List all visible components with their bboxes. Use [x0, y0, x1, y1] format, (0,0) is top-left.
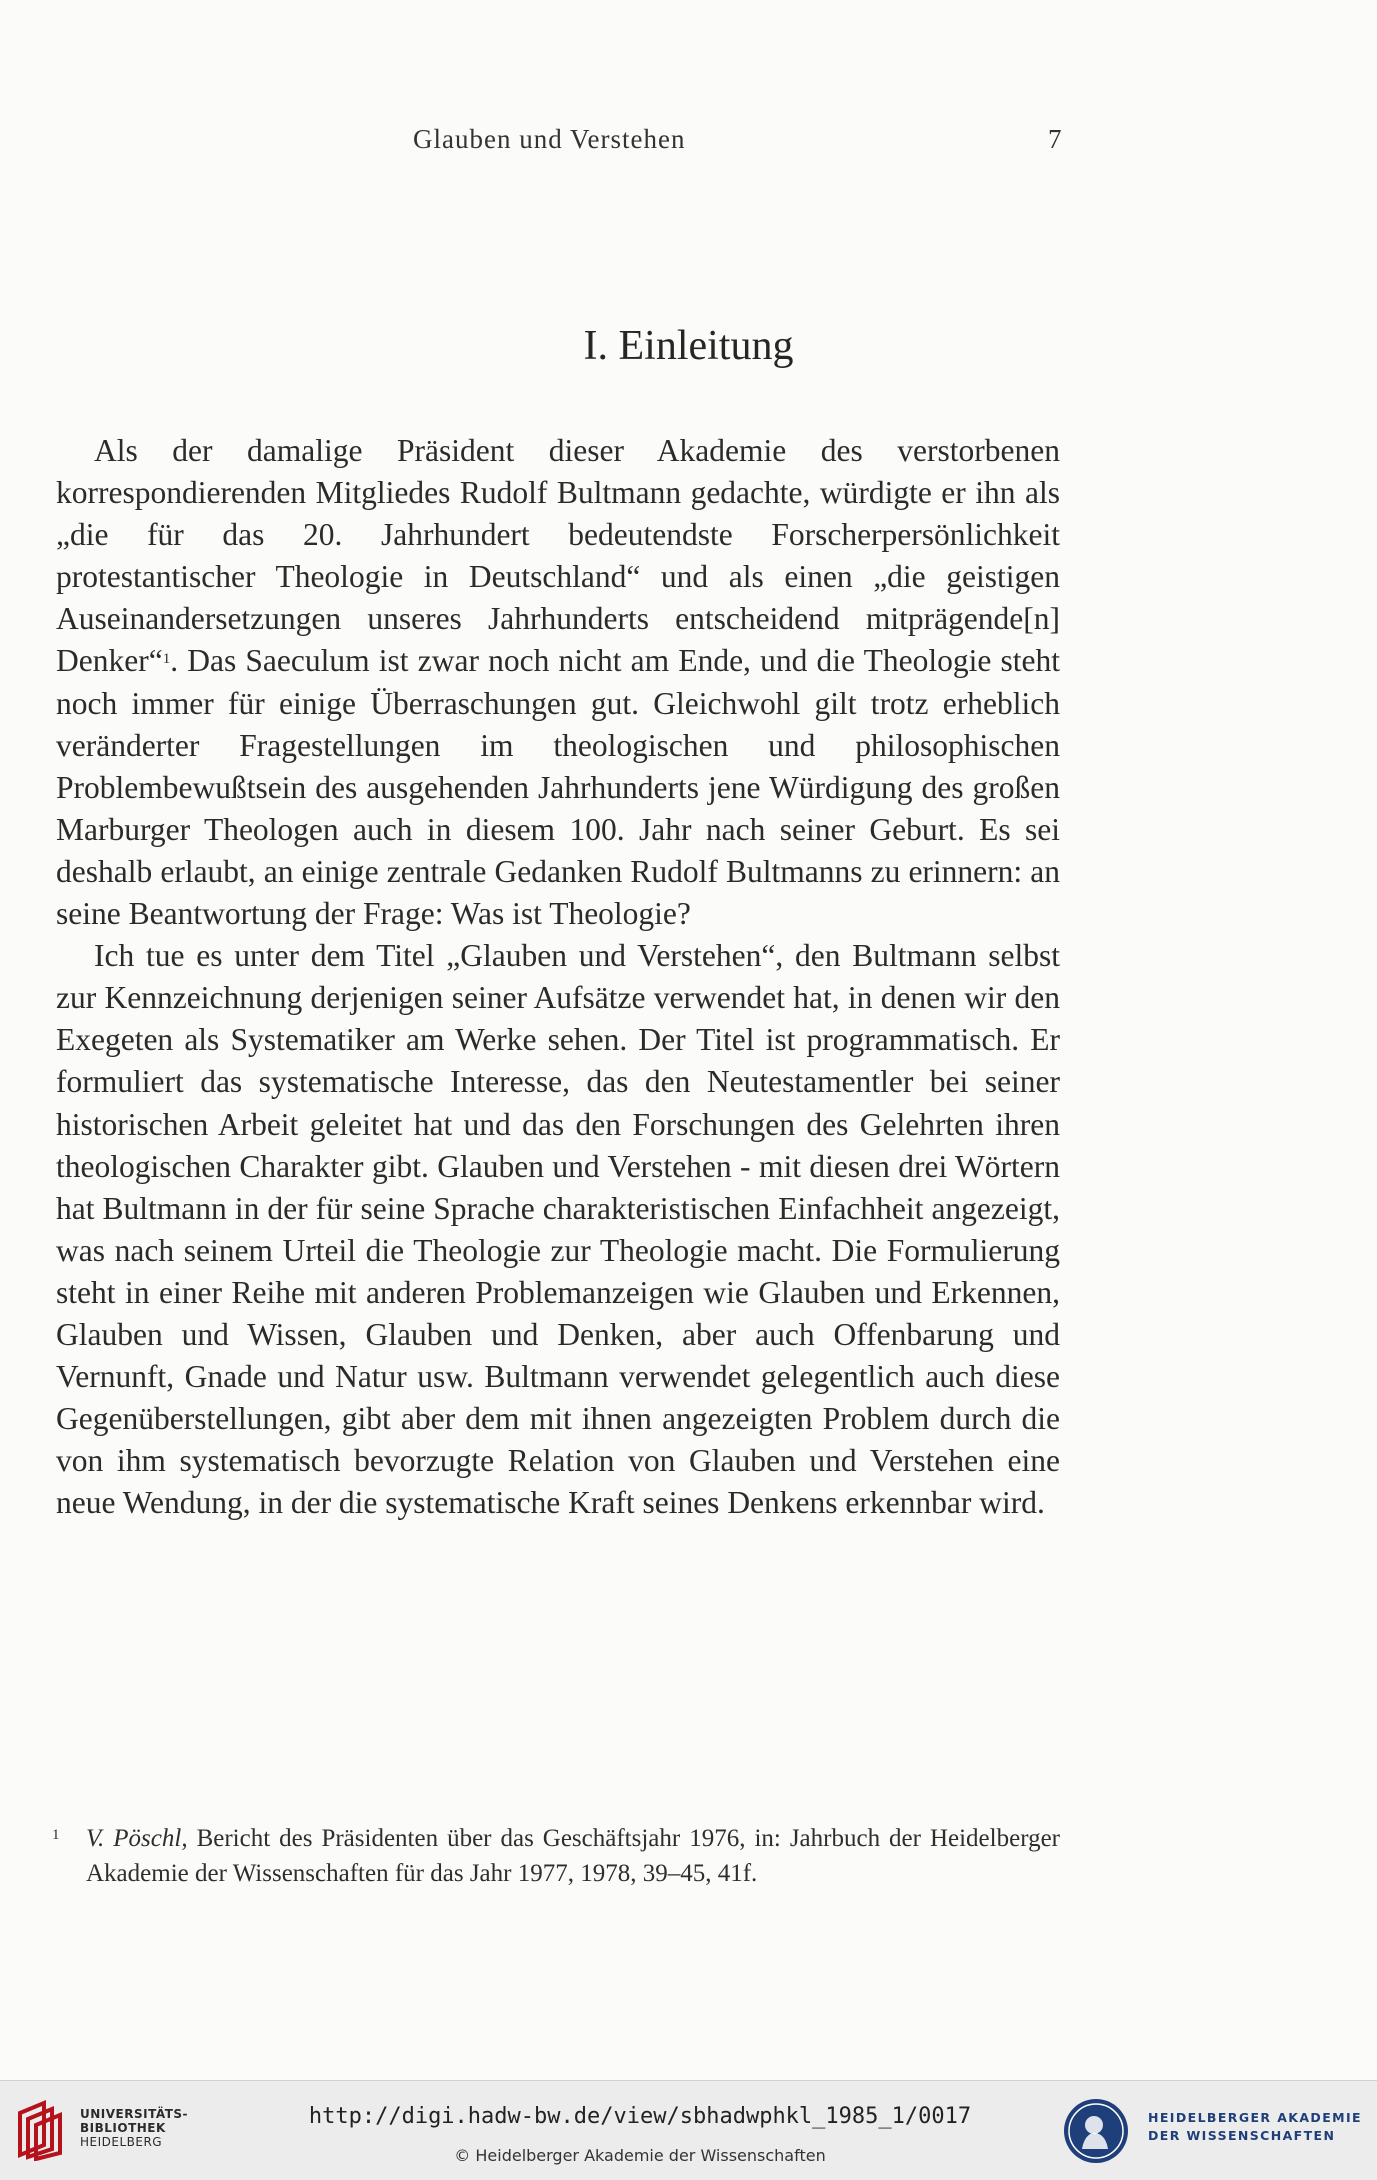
copyright-notice: © Heidelberger Akademie der Wissenschaften	[454, 2146, 826, 2165]
library-name-line-1: UNIVERSITÄTS-	[80, 2107, 189, 2121]
academy-name	[1148, 2109, 1362, 2145]
chapter-title: I. Einleitung	[583, 323, 794, 369]
university-library-logo-icon[interactable]	[14, 2099, 72, 2161]
paragraph-2: Ich tue es unter dem Titel „Glauben und Verstehen“, den Bultmann selbst zur Kennzeichnung derjenigen seiner Aufsätze verwendet hat, in denen wir den Exegeten als Systematiker am Werke sehen. Der Titel ist programmatisch. Er formuliert das systematische Interesse, das den Neutestamentler bei seiner historischen Arbeit geleitet hat und das den Forschungen des Gelehrten ihren theologischen Charakter gibt. Glauben und Verstehen - mit diesen drei Wörtern hat Bultmann in der für seine Sprache charakteristischen Einfachheit angezeigt, was nach seinem Urteil die Theologie zur Theologie macht. Die Formulierung steht in einer Reihe mit anderen Problemanzeigen wie Glauben und Erkennen, Glauben und Wissen, Glauben und Denken, aber auch Offenbarung und Vernunft, Gnade und Natur usw. Bultmann verwendet gelegentlich auch diese Gegenüberstellungen, gibt aber dem mit ihnen angezeigten Problem durch die von ihm systematisch bevorzugte Relation von Glauben und Verstehen eine neue Wendung, in der die systematische Kraft seines Denkens erkennbar wird.	[56, 938, 1060, 1521]
footnote-text	[86, 1822, 1060, 1891]
library-footer-bar	[0, 2080, 1377, 2180]
running-head: Glauben und Verstehen	[413, 124, 686, 154]
library-name-line-2: BIBLIOTHEK	[80, 2121, 166, 2135]
footnote-reference[interactable]: 1	[162, 651, 171, 668]
footnote	[52, 1822, 1060, 1891]
academy-seal-icon[interactable]	[1062, 2097, 1130, 2165]
footnote-author: V. Pöschl,	[86, 1825, 188, 1852]
page-number: 7	[1048, 124, 1062, 154]
university-library-name	[80, 2107, 188, 2149]
library-name-line-3: HEIDELBERG	[80, 2135, 163, 2149]
academy-name-line-1: HEIDELBERGER AKADEMIE	[1148, 2110, 1362, 2125]
body-text	[56, 430, 1060, 1524]
permalink-url[interactable]: http://digi.hadw-bw.de/view/sbhadwphkl_1985_1/0017	[308, 2104, 972, 2129]
academy-name-line-2: DER WISSENSCHAFTEN	[1148, 2128, 1336, 2143]
paragraph-1	[56, 430, 1060, 935]
footnote-mark: 1	[52, 1827, 60, 1843]
paragraph-1-text: Als der damalige Präsident dieser Akademie des verstorbenen korrespondierenden Mitgliedes Rudolf Bultmann gedachte, würdigte er ihn als „die für das 20. Jahrhundert bedeutendste Forscherpersönlichkeit protestantischer Theologie in Deutschland“ und als einen „die geistigen Auseinandersetzungen unseres Jahrhunderts entscheidend mitprägende[n] Denker“	[56, 433, 1060, 679]
paragraph-1-continuation: . Das Saeculum ist zwar noch nicht am Ende, und die Theologie steht noch immer für einige Überraschungen gut. Gleichwohl gilt trotz erheblich veränderter Fragestellungen im theologischen und philosophischen Problembewußtsein des ausgehenden Jahrhunderts jene Würdigung des großen Marburger Theologen auch in diesem 100. Jahr nach seiner Geburt. Es sei deshalb erlaubt, an einige zentrale Gedanken Rudolf Bultmanns zu erinnern: an seine Beantwortung der Frage: Was ist Theologie?	[56, 643, 1060, 932]
footnote-body: Bericht des Präsidenten über das Geschäftsjahr 1976, in: Jahrbuch der Heidelberger Akademie der Wissenschaften für das Jahr 1977, 1978, 39–45, 41f.	[86, 1825, 1060, 1887]
